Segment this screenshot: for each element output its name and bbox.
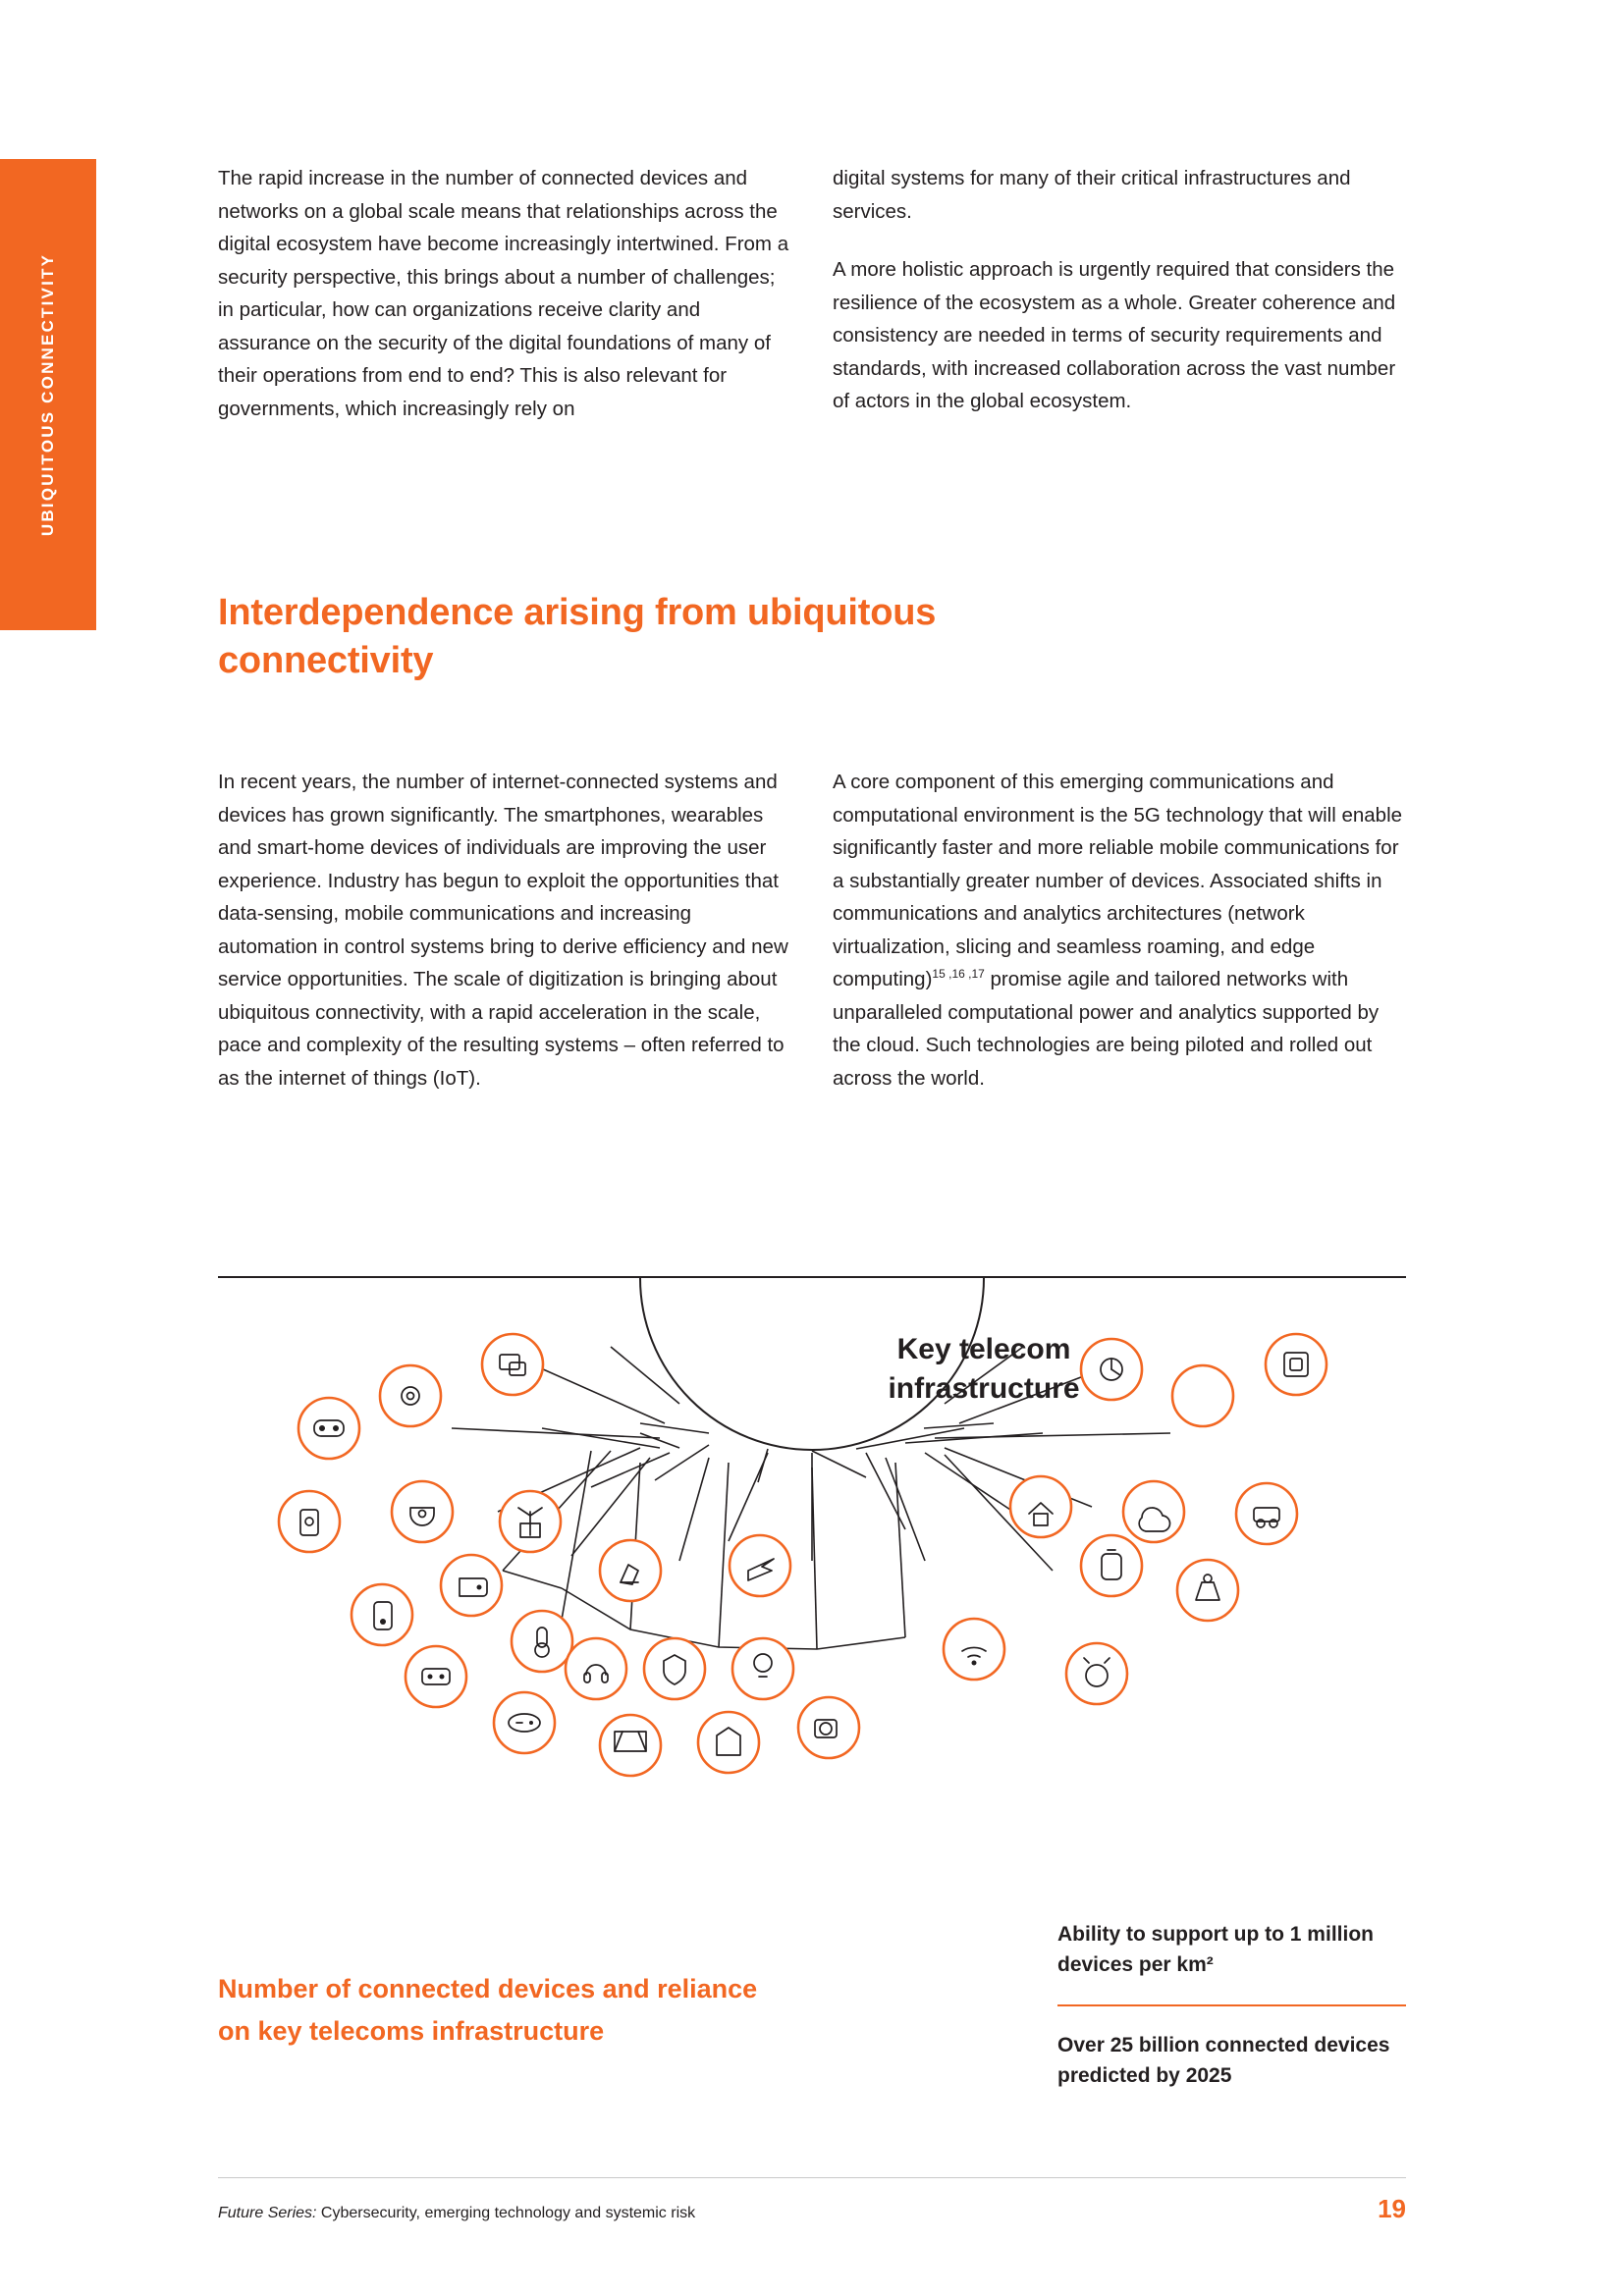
section-right-paragraph [833, 766, 1406, 1095]
section-right-part1: A core component of this emerging communications and computational environment is the 5G technology that will enable significantly faster and more reliable mobile communications for a substantially greater number of devices. Associated shifts in communications and analytics architectures (network virtualization, slicing and seamless roaming, and edge computing) [833, 771, 1403, 990]
stat-item-2: Over 25 billion connected devices predicted by 2025 [1057, 2034, 1390, 2087]
footnote-markers: 15 ,16 ,17 [932, 967, 985, 982]
figure-hub-title: Key telecom infrastructure [888, 1333, 1080, 1405]
figure-diagram [218, 1276, 1406, 1904]
side-tab [0, 159, 96, 630]
footer-title [218, 2205, 695, 2222]
footer-subtitle: Cybersecurity, emerging technology and systemic risk [316, 2205, 696, 2221]
section-right-column [833, 766, 1406, 1095]
intro-left-column [218, 162, 791, 425]
intro-right-paragraph-2: A more holistic approach is urgently required that considers the resilience of the ecosystem as a whole. Greater coherence and consistency are needed in terms of security requirements and standards, with increased collaboration across the vast number of actors in the global ecosystem. [833, 258, 1396, 412]
section-left-column [218, 766, 791, 1095]
side-tab-label: UBIQUITOUS CONNECTIVITY [38, 252, 57, 537]
intro-left-paragraph: The rapid increase in the number of connected devices and networks on a global scale means that relationships across the digital ecosystem have become increasingly intertwined. From a security perspective, this brings about a number of challenges; in particular, how can organizations receive clarity and assurance on the security of the digital foundations of many of their operations from end to end? This is also relevant for governments, which increasingly rely on [218, 167, 789, 420]
figure-caption: Number of connected devices and reliance on key telecoms infrastructure [218, 1974, 758, 2046]
node-group [279, 1334, 1326, 1776]
page-footer [218, 2177, 1406, 2224]
figure-stats [1057, 1919, 1406, 2091]
intro-block [218, 162, 1406, 425]
section-block [218, 766, 1406, 1095]
intro-right-column [833, 162, 1406, 425]
stat-divider [1057, 2004, 1406, 2006]
stat-item-1: Ability to support up to 1 million devices per km² [1057, 1923, 1374, 1976]
section-right-part2: promise agile and tailored networks with unparalleled computational power and analytics supported by the cloud. Such technologies are being piloted and rolled out across the world. [833, 968, 1380, 1090]
footer-series: Future Series: [218, 2205, 317, 2221]
section-left-paragraph: In recent years, the number of internet-connected systems and devices has grown significantly. The smartphones, wearables and smart-home devices of individuals are improving the user experience. Industry has begun to exploit the opportunities that data-sensing, mobile communications and increasing automation in control systems bring to derive efficiency and new service opportunities. The scale of digitization is bringing about ubiquitous connectivity, with a rapid acceleration in the scale, pace and complexity of the resulting systems – often referred to as the internet of things (IoT). [218, 771, 788, 1090]
intro-right-paragraph-1: digital systems for many of their critical infrastructures and services. [833, 167, 1351, 223]
connected-devices-figure [218, 1276, 1406, 1904]
page-number: 19 [1378, 2194, 1406, 2223]
section-heading: Interdependence arising from ubiquitous connectivity [218, 592, 937, 681]
